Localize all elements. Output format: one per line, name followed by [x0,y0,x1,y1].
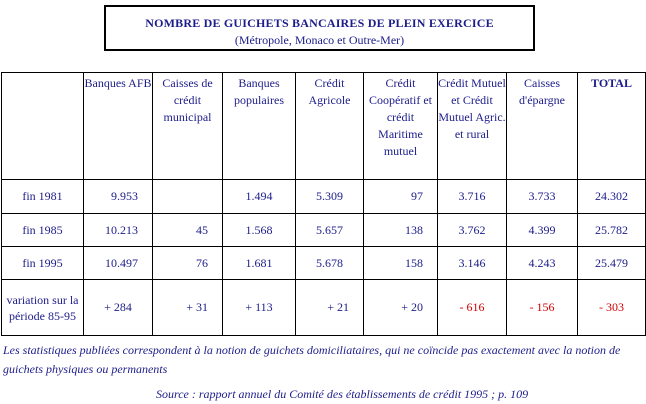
table-cell: 5.678 [296,247,364,280]
table-cell-negative: - 616 [438,280,507,336]
table-cell: 76 [153,247,223,280]
source-citation: Source : rapport annuel du Comité des établissements de crédit 1995 ; p. 109 [156,387,529,401]
table-cell: 3.762 [438,214,507,247]
header-banques-populaires: Banques populaires [223,73,296,180]
row-label: variation sur la période 85-95 [2,280,84,336]
header-credit-agricole: Crédit Agricole [296,73,364,180]
page-title: NOMBRE DE GUICHETS BANCAIRES DE PLEIN EXERCICE [145,16,494,30]
table-cell: 10.497 [84,247,153,280]
table-cell: + 20 [364,280,438,336]
title-box [104,5,535,51]
row-label: fin 1995 [2,247,84,280]
footnote: Les statistiques publiées correspondent à la notion de guichets domiciliataires, qui ne coïncide pas exactement avec la notion de guichets physiques ou permanents [3,343,621,376]
header-caisses-epargne: Caisses d'épargne [507,73,578,180]
table-cell: 25.782 [578,214,646,247]
table-cell: + 284 [84,280,153,336]
table-cell: 4.243 [507,247,578,280]
table-row-variation [2,280,646,336]
table-cell: 1.568 [223,214,296,247]
table-row [2,180,646,214]
row-label: fin 1981 [2,180,84,214]
table-cell: 24.302 [578,180,646,214]
header-banques-afb: Banques AFB [84,73,153,180]
table-cell: 3.146 [438,247,507,280]
header-cell-empty [2,73,84,180]
table-cell: 4.399 [507,214,578,247]
table-cell: + 113 [223,280,296,336]
table-cell: 45 [153,214,223,247]
table-cell: + 31 [153,280,223,336]
table-cell: 158 [364,247,438,280]
table-cell: 9.953 [84,180,153,214]
row-label: fin 1985 [2,214,84,247]
table-cell: 5.309 [296,180,364,214]
table-cell: 138 [364,214,438,247]
header-caisses-credit-municipal: Caisses de crédit municipal [153,73,223,180]
header-total: TOTAL [578,73,646,180]
table-row [2,247,646,280]
header-credit-cooperatif: Crédit Coopératif et crédit Maritime mutuel [364,73,438,180]
guichets-table [1,72,646,336]
header-credit-mutuel: Crédit Mutuel et Crédit Mutuel Agric. et rural [438,73,507,180]
table-cell-negative: - 303 [578,280,646,336]
table-cell: + 21 [296,280,364,336]
table-cell: 5.657 [296,214,364,247]
table-cell: 1.681 [223,247,296,280]
table-cell [153,180,223,214]
table-cell: 3.716 [438,180,507,214]
table-cell-negative: - 156 [507,280,578,336]
header-row [2,73,646,180]
page-subtitle: (Métropole, Monaco et Outre-Mer) [234,33,405,47]
table-cell: 3.733 [507,180,578,214]
table-cell: 1.494 [223,180,296,214]
table-cell: 10.213 [84,214,153,247]
table-row [2,214,646,247]
table-cell: 97 [364,180,438,214]
table-cell: 25.479 [578,247,646,280]
